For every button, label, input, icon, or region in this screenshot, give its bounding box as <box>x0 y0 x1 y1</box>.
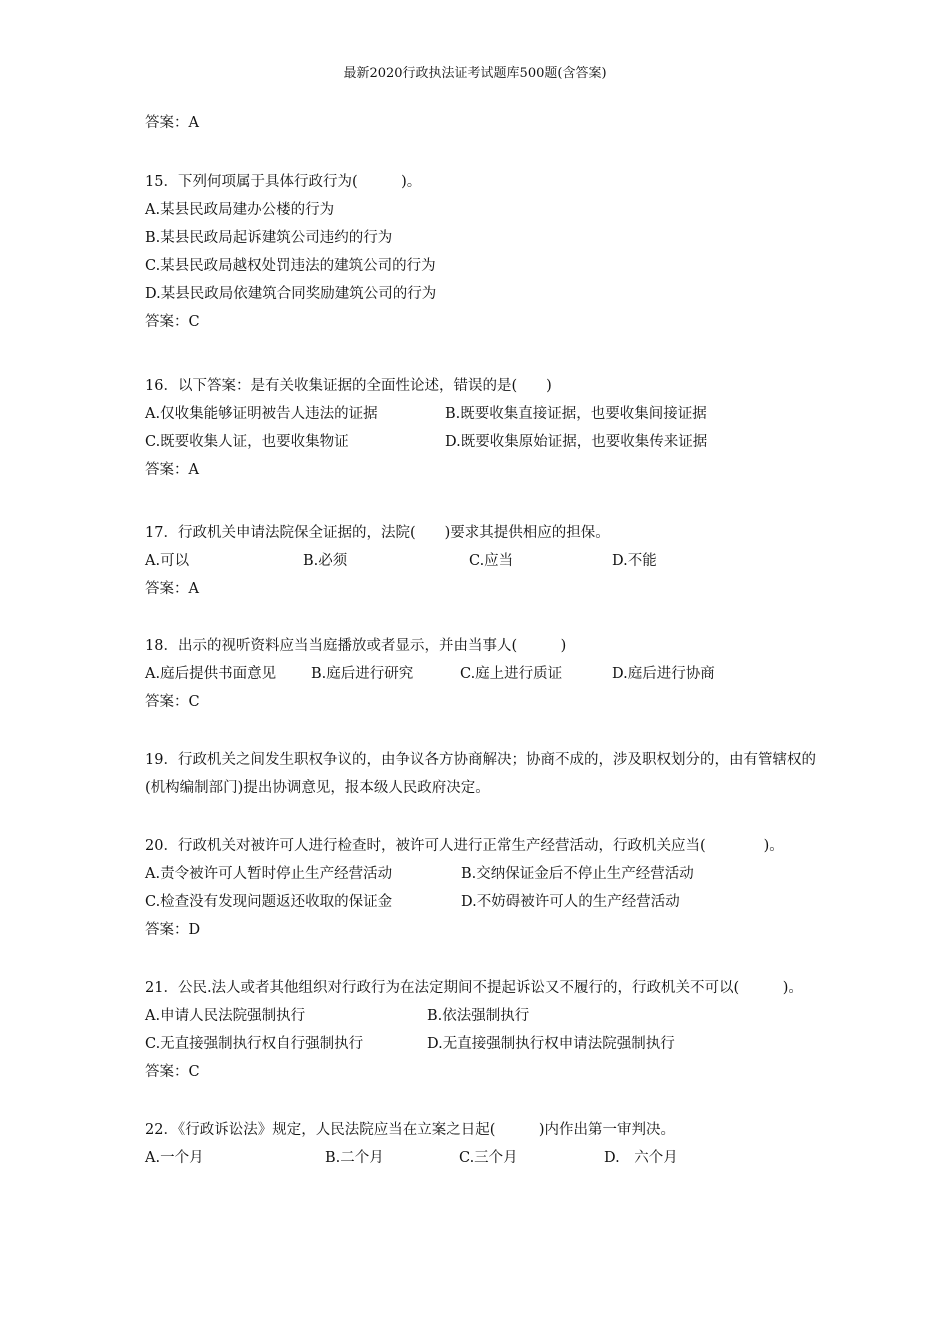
question-17 <box>145 519 825 603</box>
question-20 <box>145 832 825 944</box>
question-stem: 16．以下答案：是有关收集证据的全面性论述，错误的是( ) <box>145 378 552 394</box>
question-stem: 18．出示的视听资料应当当庭播放或者显示，并由当事人( ) <box>145 638 567 654</box>
option-a: A.一个月 <box>145 1150 204 1166</box>
option-line <box>145 428 825 456</box>
option-b: B.依法强制执行 <box>427 1008 530 1024</box>
option-c: C.无直接强制执行权自行强制执行 <box>145 1036 364 1052</box>
question-16 <box>145 372 825 484</box>
option-line <box>145 252 825 280</box>
option-d: D.不能 <box>612 553 657 569</box>
question-stem: 21．公民.法人或者其他组织对行政行为在法定期间不提起诉讼又不履行的，行政机关不可以( )。 <box>145 980 803 996</box>
option-c: C.检查没有发现问题返还收取的保证金 <box>145 894 393 910</box>
option-a: A.庭后提供书面意见 <box>145 666 277 682</box>
answer-line: 答案：C <box>145 694 200 710</box>
option-b: B.交纳保证金后不停止生产经营活动 <box>461 866 694 882</box>
option-a: A.某县民政局建办公楼的行为 <box>145 202 335 218</box>
page-header: 最新2020行政执法证考试题库500题(含答案) <box>343 66 607 81</box>
question-stem: 22．《行政诉讼法》规定，人民法院应当在立案之日起( )内作出第一审判决。 <box>145 1122 676 1138</box>
option-a: A.可以 <box>145 553 190 569</box>
question-19 <box>145 746 825 802</box>
answer-line: 答案：A <box>145 462 199 478</box>
option-c: C.三个月 <box>459 1150 518 1166</box>
question-21 <box>145 974 825 1086</box>
option-b: B.二个月 <box>325 1150 384 1166</box>
option-d: D. 六个月 <box>604 1150 678 1166</box>
question-22 <box>145 1116 825 1172</box>
option-d: D.既要收集原始证据，也要收集传来证据 <box>445 434 708 450</box>
option-line <box>145 860 825 888</box>
option-a: A.申请人民法院强制执行 <box>145 1008 306 1024</box>
option-line <box>145 1030 825 1058</box>
answer-line: 答案：A <box>145 115 199 131</box>
option-a: A.责令被许可人暂时停止生产经营活动 <box>145 866 393 882</box>
document-body <box>145 112 825 1172</box>
option-line <box>145 660 825 688</box>
question-stem: 15．下列何项属于具体行政行为( )。 <box>145 174 422 190</box>
question-18 <box>145 632 825 716</box>
option-d: D.无直接强制执行权申请法院强制执行 <box>427 1036 675 1052</box>
option-c: C.应当 <box>469 553 514 569</box>
question-stem: 17．行政机关申请法院保全证据的，法院( )要求其提供相应的担保。 <box>145 525 610 541</box>
option-line <box>145 224 825 252</box>
question-stem: 20．行政机关对被许可人进行检查时，被许可人进行正常生产经营活动，行政机关应当( )。 <box>145 838 784 854</box>
answer-line: 答案：A <box>145 581 199 597</box>
option-line <box>145 888 825 916</box>
option-line <box>145 547 825 575</box>
option-c: C.既要收集人证，也要收集物证 <box>145 434 349 450</box>
answer-line: 答案：C <box>145 314 200 330</box>
answer-line: 答案：D <box>145 922 201 938</box>
option-line <box>145 1144 825 1172</box>
option-line <box>145 400 825 428</box>
question-stem: 19．行政机关之间发生职权争议的，由争议各方协商解决；协商不成的，涉及职权划分的，由有管辖权的(机构编制部门)提出协调意见，报本级人民政府决定。 <box>145 752 816 796</box>
option-line <box>145 280 825 308</box>
question-15 <box>145 168 825 336</box>
option-b: B.既要收集直接证据，也要收集间接证据 <box>445 406 707 422</box>
option-c: C.庭上进行质证 <box>460 666 563 682</box>
option-d: D.某县民政局依建筑合同奖励建筑公司的行为 <box>145 286 437 302</box>
option-d: D.不妨碍被许可人的生产经营活动 <box>461 894 680 910</box>
option-c: C.某县民政局越权处罚违法的建筑公司的行为 <box>145 258 436 274</box>
option-d: D.庭后进行协商 <box>612 666 715 682</box>
option-b: B.某县民政局起诉建筑公司违约的行为 <box>145 230 393 246</box>
option-line <box>145 196 825 224</box>
option-a: A.仅收集能够证明被告人违法的证据 <box>145 406 378 422</box>
option-line <box>145 1002 825 1030</box>
option-b: B.庭后进行研究 <box>311 666 414 682</box>
answer-line: 答案：C <box>145 1064 200 1080</box>
option-b: B.必须 <box>303 553 348 569</box>
